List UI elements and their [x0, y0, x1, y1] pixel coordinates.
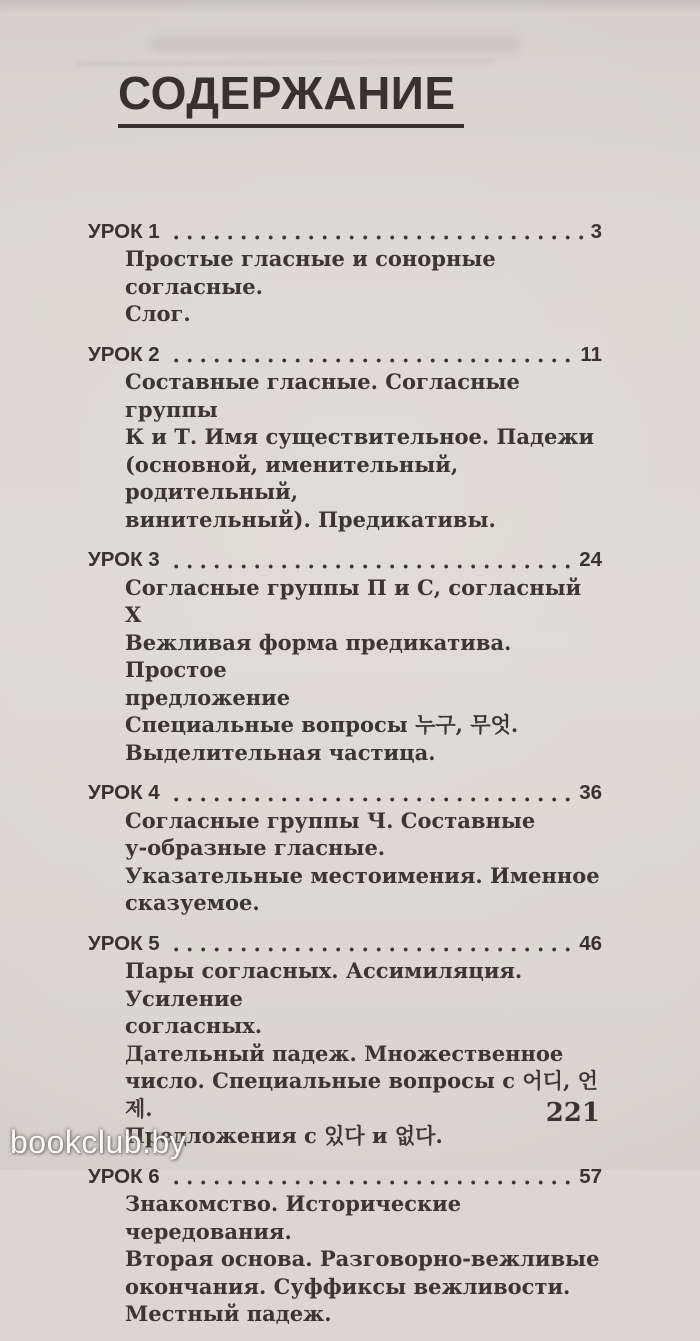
page-number: 221 — [545, 1098, 600, 1128]
dot-leader — [168, 1163, 575, 1191]
toc-entry-header — [88, 218, 602, 246]
lesson-description-line: число. Специальные вопросы с 어디, 언제. — [125, 1068, 598, 1121]
lesson-description — [88, 807, 602, 917]
toc-entry — [88, 341, 602, 534]
lesson-description-line: винительный). Предикативы. — [125, 506, 496, 532]
lesson-description-line: Согласные группы Ч. Составные — [125, 807, 536, 833]
lesson-description-line: согласных. — [125, 1013, 263, 1039]
lesson-description-line: Вежливая форма предикатива. Простое — [125, 629, 512, 683]
lesson-description-line: у-образные гласные. — [125, 835, 386, 861]
watermark: bookclub.by — [10, 1124, 187, 1160]
lesson-description-line: предложение — [125, 684, 291, 710]
lesson-description-line: Специальные вопросы 누구, 무엇. — [125, 712, 519, 738]
lesson-description-line: Согласные группы П и С, согласный Х — [125, 574, 582, 628]
toc-entry-header — [88, 779, 602, 807]
lesson-label: УРОК 2 — [88, 342, 160, 366]
page-title: СОДЕРЖАНИЕ — [118, 68, 464, 128]
lesson-label: УРОК 3 — [88, 548, 160, 572]
toc-entry-header — [88, 546, 602, 574]
lesson-page-number: 11 — [580, 342, 602, 366]
lesson-description — [88, 957, 602, 1150]
lesson-description-line: Слог. — [125, 301, 191, 327]
toc-entry-header — [88, 1163, 602, 1191]
lesson-description-line: Дательный падеж. Множественное — [125, 1040, 564, 1066]
lesson-description-line: Местный падеж. — [125, 1301, 332, 1327]
lesson-label: УРОК 5 — [88, 931, 160, 955]
toc-entry — [88, 1163, 602, 1328]
lesson-description — [88, 368, 602, 533]
lesson-description-line: Вторая основа. Разговорно-вежливые — [125, 1246, 600, 1272]
lesson-description — [88, 1190, 602, 1328]
toc-entry — [88, 930, 602, 1150]
lesson-description-line: окончания. Суффиксы вежливости. — [125, 1273, 571, 1299]
lesson-description — [88, 574, 602, 767]
dot-leader — [168, 930, 575, 958]
toc-entry — [88, 779, 602, 917]
lesson-description-line: Предложения с 있다 и 없다. — [125, 1123, 443, 1149]
lesson-page-number: 36 — [579, 781, 602, 805]
dot-leader — [168, 341, 577, 369]
lesson-description-line: Составные гласные. Согласные группы — [125, 369, 520, 422]
lesson-page-number: 24 — [579, 548, 602, 572]
lesson-description-line: Простые гласные и сонорные согласные. — [125, 246, 496, 299]
lesson-label: УРОК 4 — [88, 781, 160, 805]
dot-leader — [168, 546, 575, 574]
lesson-description-line: сказуемое. — [125, 890, 260, 916]
dot-leader — [168, 218, 587, 246]
lesson-description-line: К и Т. Имя существительное. Падежи — [125, 424, 595, 450]
lesson-page-number: 57 — [579, 1164, 602, 1188]
lesson-description-line: Указательные местоимения. Именное — [125, 862, 600, 888]
toc-entry — [88, 546, 602, 766]
toc-entry-header — [88, 930, 602, 958]
table-of-contents — [88, 218, 602, 1328]
lesson-page-number: 46 — [579, 931, 602, 955]
lesson-description-line: Выделительная частица. — [125, 739, 436, 765]
lesson-label: УРОК 1 — [88, 219, 160, 243]
toc-entry — [88, 218, 602, 328]
lesson-description — [88, 245, 602, 328]
lesson-label: УРОК 6 — [88, 1164, 160, 1188]
dot-leader — [168, 779, 575, 807]
toc-entry-header — [88, 341, 602, 369]
lesson-description-line: Пары согласных. Ассимиляция. Усиление — [125, 958, 523, 1011]
lesson-description-line: (основной, именительный, родительный, — [125, 451, 459, 505]
lesson-description-line: Знакомство. Исторические чередования. — [125, 1191, 462, 1244]
lesson-page-number: 3 — [590, 219, 602, 243]
